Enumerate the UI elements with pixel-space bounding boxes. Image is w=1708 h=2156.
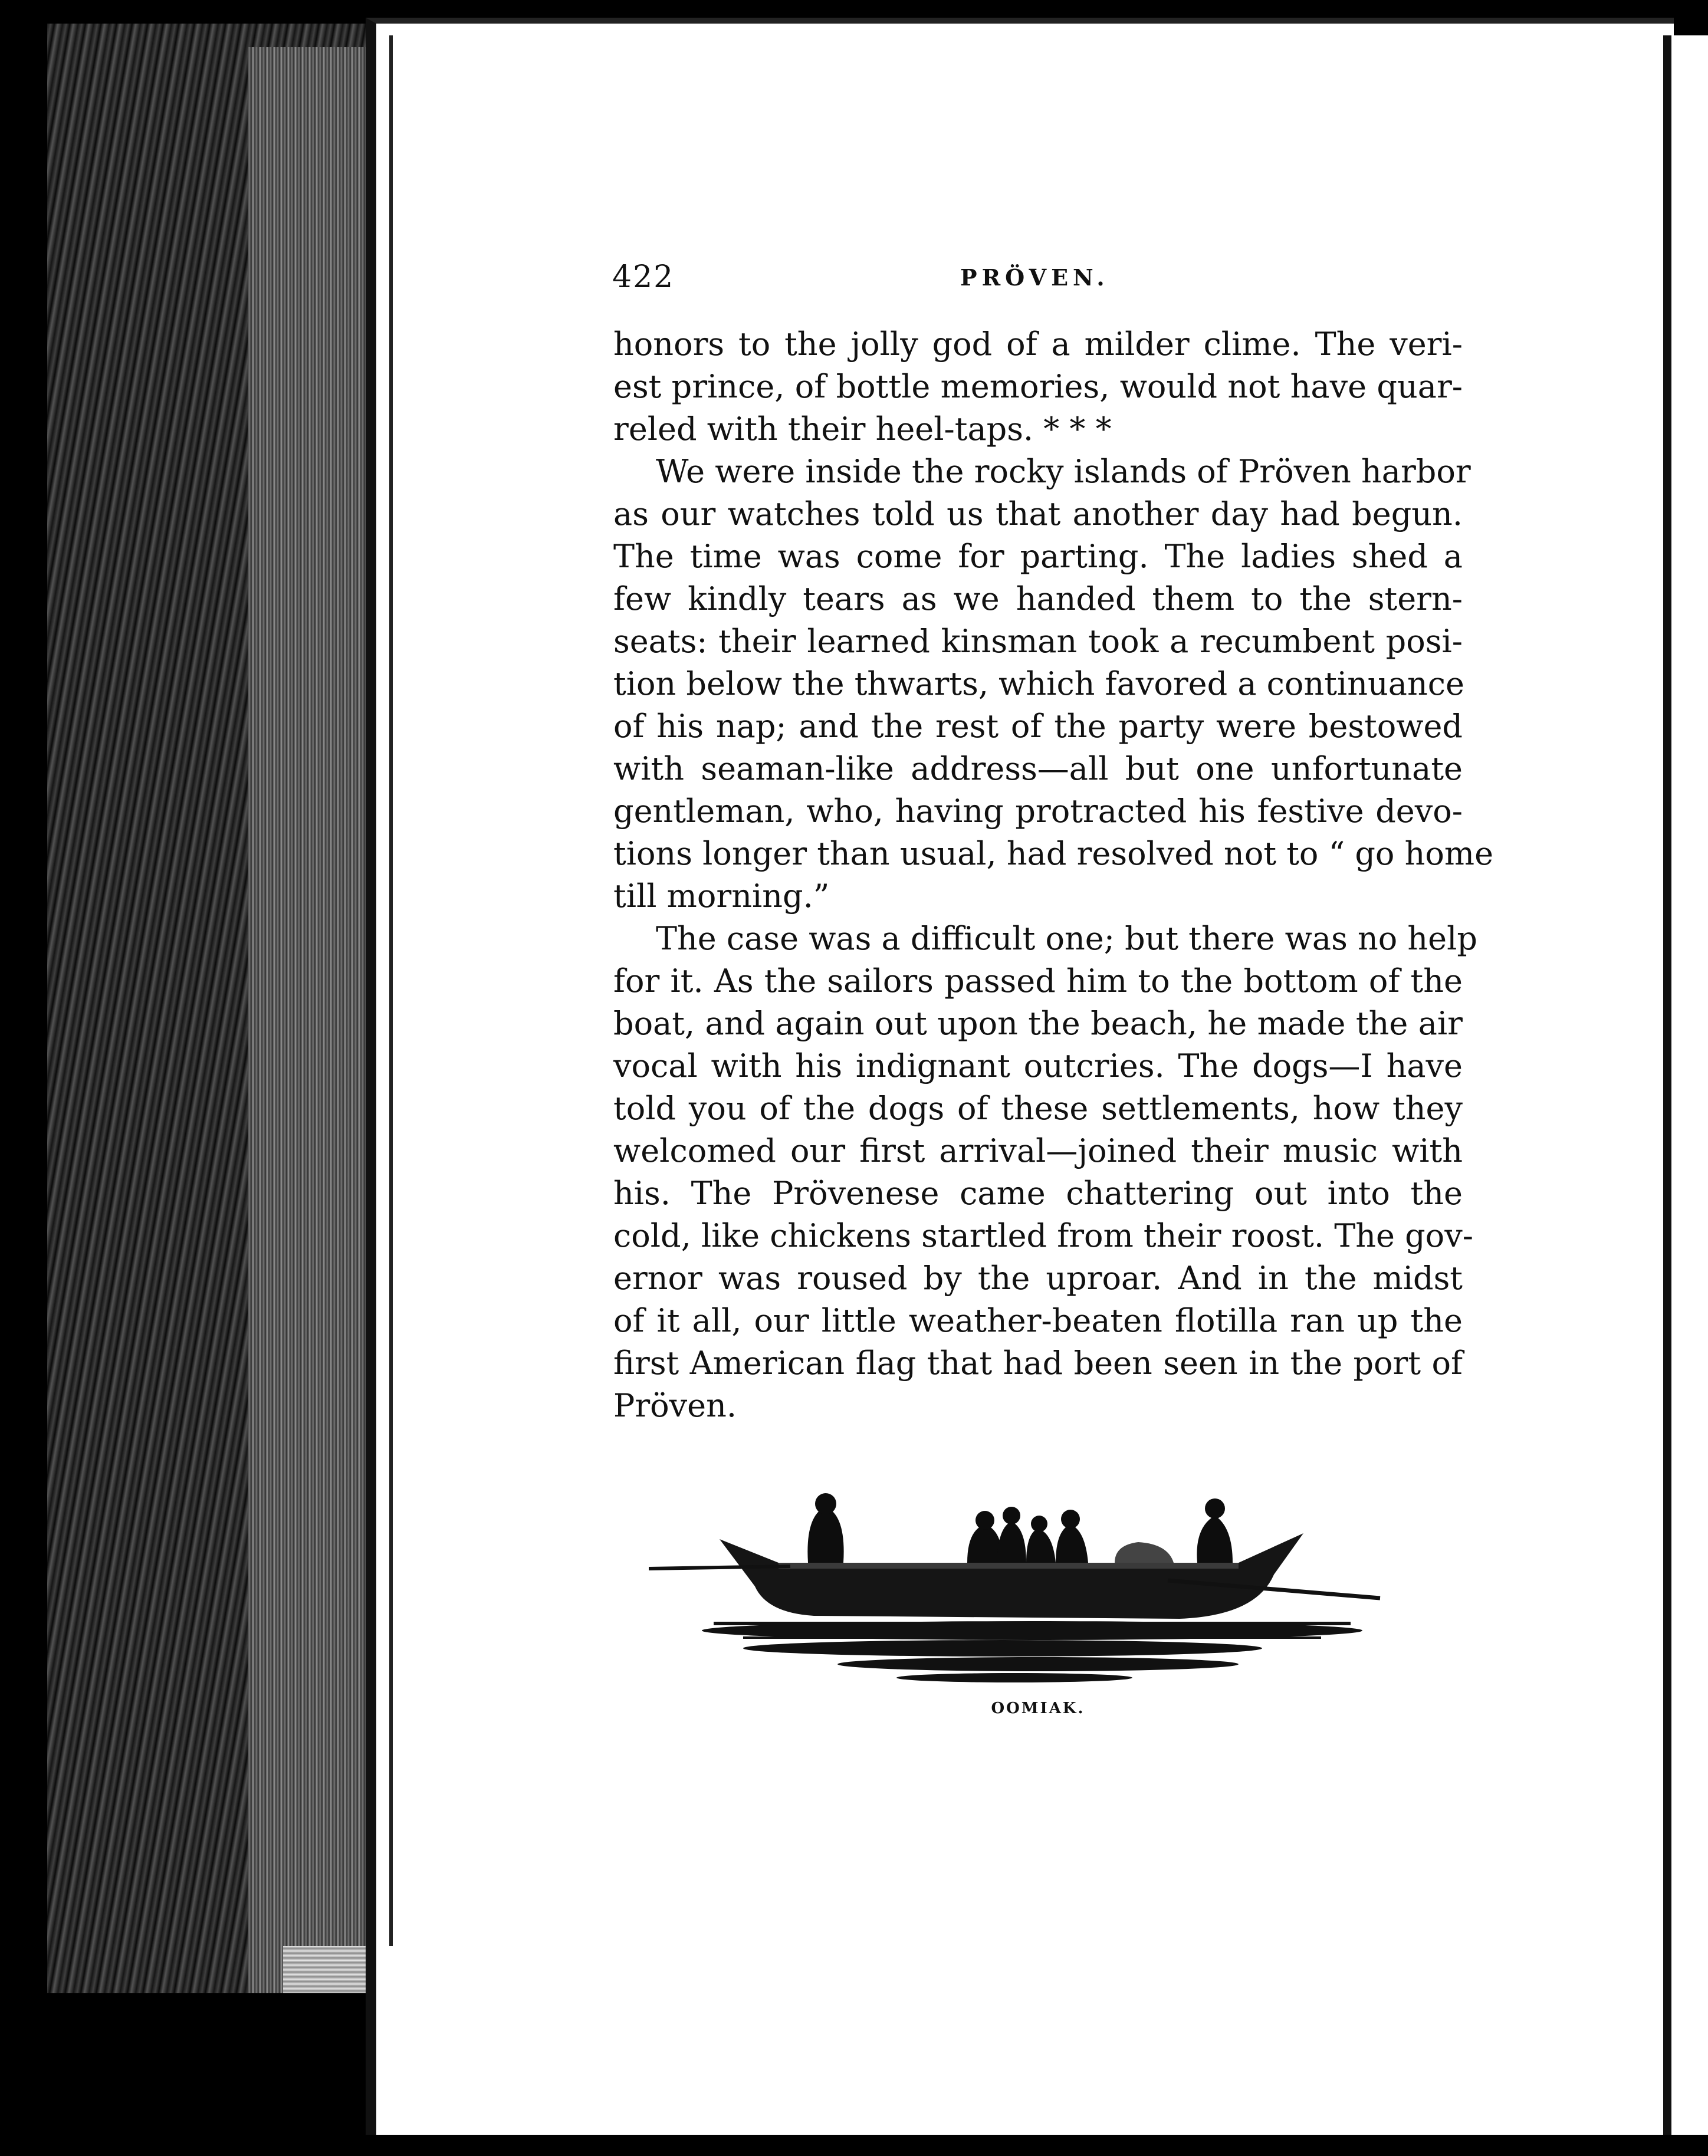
oar-left	[649, 1566, 790, 1569]
text-line: The time was come for parting. The ladies shed a	[613, 538, 1463, 575]
page-gutter-line	[389, 35, 393, 1946]
water-reflection	[702, 1621, 1362, 1682]
text-line: of his nap; and the rest of the party were bestowed	[613, 708, 1463, 745]
boat-gunwale	[779, 1563, 1239, 1569]
book-page-edges	[248, 47, 377, 1993]
text-line: welcomed our first arrival—joined their music with	[613, 1132, 1463, 1169]
text-line: as our watches told us that another day had begun.	[613, 495, 1463, 533]
text-line: till morning.”	[613, 877, 830, 915]
page-number: 422	[612, 259, 675, 295]
text-line: told you of the dogs of these settlements, how they	[613, 1090, 1463, 1127]
text-line: few kindly tears as we handed them to the stern-	[613, 580, 1463, 617]
text-line: his. The Prövenese came chattering out into the	[613, 1175, 1463, 1212]
body-text	[613, 323, 1494, 1427]
text-line: gentleman, who, having protracted his festive devo-	[613, 793, 1463, 830]
facing-page-edge	[1663, 35, 1708, 2135]
running-head: PRÖVEN.	[960, 264, 1109, 291]
text-line: The case was a difficult one; but there was no help	[656, 920, 1477, 957]
text-line: tion below the thwarts, which favored a continuance	[613, 665, 1464, 702]
text-line: We were inside the rocky islands of Pröven harbor	[656, 453, 1471, 490]
text-line: honors to the jolly god of a milder clime. The veri-	[613, 326, 1463, 363]
page-header	[612, 259, 1461, 307]
text-line: for it. As the sailors passed him to the bottom of the	[613, 962, 1463, 1000]
text-line: boat, and again out upon the beach, he made the air	[613, 1005, 1463, 1042]
illustration-caption: OOMIAK.	[991, 1700, 1085, 1717]
text-line: of it all, our little weather-beaten flotilla ran up the	[613, 1302, 1463, 1339]
text-line: Pröven.	[613, 1387, 737, 1424]
text-line: reled with their heel-taps. * * *	[613, 410, 1112, 448]
text-line: ernor was roused by the uproar. And in the midst	[613, 1260, 1463, 1297]
text-line: with seaman-like address—all but one unfortunate	[613, 750, 1463, 787]
text-line: vocal with his indignant outcries. The dogs—I have	[613, 1047, 1463, 1084]
text-line: seats: their learned kinsman took a recumbent posi-	[613, 623, 1463, 660]
text-line: est prince, of bottle memories, would not have quar-	[613, 368, 1463, 405]
oomiak-illustration	[649, 1474, 1415, 1698]
text-line: first American flag that had been seen in the port of	[613, 1345, 1463, 1382]
text-line: cold, like chickens startled from their roost. The gov-	[613, 1217, 1473, 1254]
text-line: tions longer than usual, had resolved not to “ go home	[613, 835, 1494, 872]
boat-passengers	[807, 1493, 1233, 1563]
